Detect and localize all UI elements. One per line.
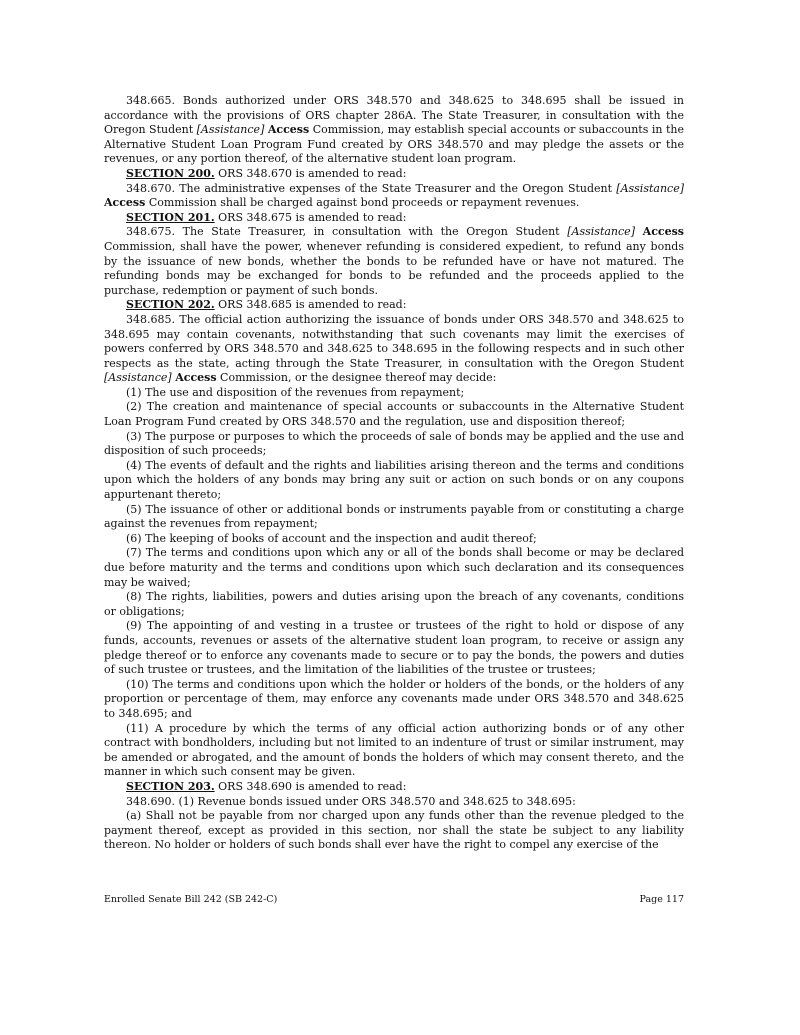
text-run: 348.690. (1) Revenue bonds issued under ORS 348.570 and 348.625 to 348.695: <box>126 794 576 808</box>
page-number: Page 117 <box>639 894 684 905</box>
section-heading: SECTION 201. <box>126 210 215 224</box>
deleted-text: [Assistance] <box>104 371 172 385</box>
inserted-text: Access <box>642 225 684 239</box>
text-run: (5) The issuance of other or additional bonds or instruments payable from or constituting a charge against the revenues from repayment; <box>104 502 684 531</box>
bill-identifier: Enrolled Senate Bill 242 (SB 242-C) <box>104 894 278 905</box>
paragraph <box>104 94 684 167</box>
paragraph <box>104 678 684 722</box>
section-heading: SECTION 202. <box>126 298 215 312</box>
paragraph <box>104 795 684 810</box>
text-run: 348.675. The State Treasurer, in consultation with the Oregon Student <box>126 225 568 239</box>
paragraph <box>104 225 684 298</box>
paragraph <box>104 619 684 677</box>
section-heading: SECTION 203. <box>126 779 215 793</box>
text-run: (9) The appointing of and vesting in a trustee or trustees of the right to hold or dispose of any funds, accounts, revenues or assets of the alternative student loan program, to receive or assign any pledge thereof or to enforce any covenants made to secure or to pay the bonds, the powers and duties of such trustee or trustees, and the limitation of the liabilities of the trustee or trustees; <box>104 619 684 677</box>
paragraph <box>104 459 684 503</box>
paragraph <box>104 430 684 459</box>
paragraph <box>104 400 684 429</box>
paragraph <box>104 809 684 853</box>
paragraph <box>104 182 684 211</box>
paragraph <box>104 298 684 313</box>
text-run: (3) The purpose or purposes to which the proceeds of sale of bonds may be applied and the use and disposition of such proceeds; <box>104 429 684 458</box>
text-run: 348.670. The administrative expenses of the State Treasurer and the Oregon Student <box>126 181 617 195</box>
paragraph <box>104 503 684 532</box>
section-heading: SECTION 200. <box>126 166 215 180</box>
paragraph <box>104 167 684 182</box>
text-run: (11) A procedure by which the terms of any official action authorizing bonds or of any other contract with bondholders, including but not limited to an indenture of trust or similar instrument, may be amended or abrogated, and the amount of bonds the holders of which may consent thereto, and the manner in which such consent may be given. <box>104 721 684 779</box>
paragraph <box>104 386 684 401</box>
paragraph <box>104 722 684 780</box>
text-run <box>635 225 643 238</box>
text-run: Commission shall be charged against bond proceeds or repayment revenues. <box>145 196 580 210</box>
text-run: ORS 348.670 is amended to read: <box>214 166 407 180</box>
text-run: (6) The keeping of books of account and the inspection and audit thereof; <box>126 531 537 545</box>
text-run: Commission, may establish special accounts or subaccounts in the Alternative Student Loan Program Fund created by ORS 348.570 and may pledge the assets or the revenues, or any portion thereof, of the alternative student loan program. <box>104 123 684 166</box>
deleted-text: [Assistance] <box>616 181 684 195</box>
text-run: Commission, shall have the power, whenever refunding is considered expedient, to refund any bonds by the issuance of new bonds, whether the bonds to be refunded have or have not matured. The refunding bonds may be exchanged for bonds to be refunded and the proceeds applied to the purchase, redemption or payment of such bonds. <box>104 239 684 297</box>
text-run: (4) The events of default and the rights and liabilities arising thereon and the terms and conditions upon which the holders of any bonds may bring any suit or action on such bonds or on any coupons appurtenant thereto; <box>104 458 684 502</box>
deleted-text: [Assistance] <box>567 225 635 239</box>
paragraph <box>104 211 684 226</box>
text-run: Commission, or the designee thereof may decide: <box>216 371 497 385</box>
text-run: 348.685. The official action authorizing the issuance of bonds under ORS 348.570 and 348.625 to 348.695 may contain covenants, notwithstanding that such covenants may limit the exercises of powers conferred by ORS 348.570 and 348.625 to 348.695 in the following respects and in such other respects as the state, acting through the State Treasurer, in consultation with the Oregon Student <box>104 312 684 370</box>
paragraph <box>104 313 684 386</box>
text-run: ORS 348.675 is amended to read: <box>214 210 407 224</box>
text-run: (2) The creation and maintenance of special accounts or subaccounts in the Alternative Student Loan Program Fund created by ORS 348.570 and the regulation, use and disposition thereof; <box>104 400 684 429</box>
text-run: 348.665. Bonds authorized under ORS 348.570 and 348.625 to 348.695 shall be issued in accordance with the provisions of ORS chapter 286A. The State Treasurer, in consultation with the Oregon Student <box>104 94 684 137</box>
paragraph <box>104 590 684 619</box>
deleted-text: [Assistance] <box>196 123 265 137</box>
inserted-text: Access <box>175 371 217 385</box>
paragraph <box>104 780 684 795</box>
inserted-text: Access <box>104 196 146 210</box>
page-footer <box>104 894 684 905</box>
text-run: (a) Shall not be payable from nor charged upon any funds other than the revenue pledged to the payment thereof, except as provided in this section, nor shall the state be subject to any liability thereon. No holder or holders of such bonds shall ever have the right to compel any exercise of the <box>104 809 684 852</box>
paragraph <box>104 532 684 547</box>
text-run: (8) The rights, liabilities, powers and duties arising upon the breach of any covenants, conditions or obligations; <box>104 590 684 618</box>
text-run: (1) The use and disposition of the revenues from repayment; <box>126 385 465 399</box>
text-run: ORS 348.685 is amended to read: <box>214 298 407 312</box>
bill-text <box>104 94 684 853</box>
text-run: ORS 348.690 is amended to read: <box>214 779 407 793</box>
paragraph <box>104 546 684 590</box>
text-run: (10) The terms and conditions upon which the holder or holders of the bonds, or the holders of any proportion or percentage of them, may enforce any covenants made under ORS 348.570 and 348.625 to 348.695; and <box>104 677 684 720</box>
text-run: (7) The terms and conditions upon which any or all of the bonds shall become or may be declared due before maturity and the terms and conditions upon which such declaration and its consequences may be waived; <box>104 546 684 589</box>
inserted-text: Access <box>267 123 310 137</box>
